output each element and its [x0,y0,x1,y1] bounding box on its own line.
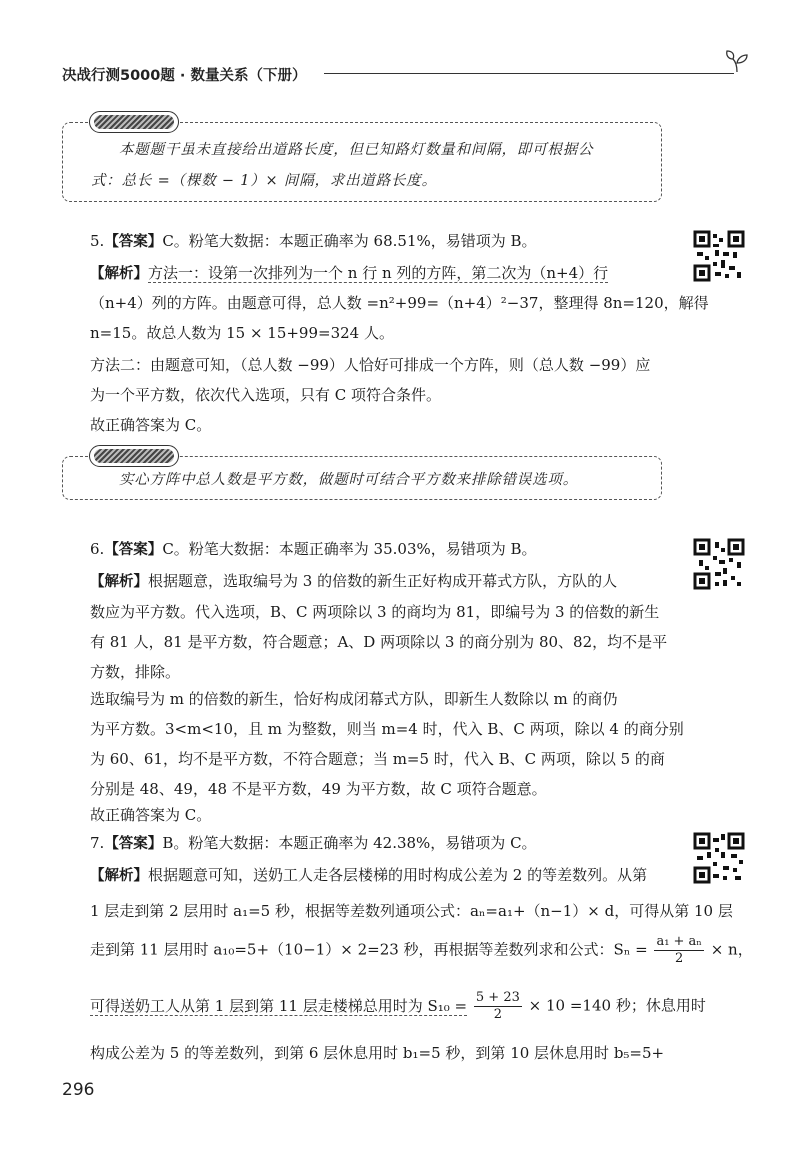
q6-analysis-line-3: 有 81 人，81 是平方数，符合题意；A、D 两项除以 3 的商分别为 80、82，均不是平 [90,633,668,651]
q6-para2-line-3: 为 60、61，均不是平方数，不符合题意；当 m=5 时，代入 B、C 两项，除以 5 的商 [90,750,665,768]
q7-line5: 构成公差为 5 的等差数列，到第 6 层休息用时 b₁=5 秒，到第 10 层休息用时 b₅=5+ [90,1044,665,1062]
page-number: 296 [62,1080,95,1100]
tip-text-1: 本题题干虽未直接给出道路长度，但已知路灯数量和间隔，即可根据公 式：总长 =（棵数 − 1）× 间隔，求出道路长度。 [91,142,594,189]
q6-number: 6. [90,540,105,558]
q6-para2-line-1: 选取编号为 m 的倍数的新生，恰好构成闭幕式方队，即新生人数除以 m 的商仍 [90,690,618,708]
qr-code-q7[interactable] [693,832,745,884]
q7-line4 [90,990,706,1023]
qr-code-q6[interactable] [693,538,745,590]
header-rule [324,73,734,74]
q7-answer-text: B。粉笔大数据：本题正确率为 42.38%，易错项为 C。 [162,834,537,852]
q5-number: 5. [90,232,105,250]
total-time-denominator: 2 [493,1007,503,1022]
q6-answer-text: C。粉笔大数据：本题正确率为 35.03%，易错项为 B。 [162,540,537,558]
sum-formula-numerator: a₁ + aₙ [656,934,702,949]
q6-para2-line-4: 分别是 48、49，48 不是平方数，49 为平方数，故 C 项符合题意。 [90,780,547,798]
q6-analysis-line-1: 根据题意，选取编号为 3 的倍数的新生正好构成开幕式方队，方队的人 [148,572,618,590]
q5-method1-line-3: n=15。故总人数为 15 × 15+99=324 人。 [90,324,394,342]
tip-box-2 [62,456,662,500]
q5-conclusion: 故正确答案为 C。 [90,416,212,434]
q6-analysis-label: 【解析】 [90,574,148,590]
q6-para2-line-2: 为平方数。3<m<10，且 m 为整数，则当 m=4 时，代入 B、C 两项，除以 4 的商分别 [90,720,684,738]
q5-method1-line-1: 方法一：设第一次排列为一个 n 行 n 列的方阵，第二次为（n+4）行 [148,264,609,282]
sprout-icon [724,48,750,74]
q7-number: 7. [90,834,105,852]
book-title: 决战行测5000题 · 数量关系（下册） [62,68,307,84]
tip-badge-icon [89,445,179,467]
sum-formula-denominator: 2 [675,951,684,966]
q5-method1-rest [90,288,709,348]
tip-text-2: 实心方阵中总人数是平方数，做题时可结合平方数来排除错误选项。 [119,472,578,488]
q7-line3 [90,934,753,967]
q5-method1-line-2: （n+4）列的方阵。由题意可得，总人数 =n²+99=（n+4）²−37，整理得 8n=120，解得 [90,294,709,312]
q7-answer-label: 【答案】 [104,836,163,852]
q7-answer [90,828,665,859]
total-time-fraction [474,990,522,1023]
q6-para2 [90,684,684,804]
q7-line4-text: 可得送奶工人从第 1 层到第 11 层走楼梯总用时为 S₁₀ = [90,996,468,1015]
sum-formula-fraction [654,934,704,967]
tip-badge-icon [89,111,179,133]
total-time-numerator: 5 + 23 [475,990,520,1005]
q5-method2-line-2: 为一个平方数，依次代入选项，只有 C 项符合条件。 [90,386,442,404]
q6-analysis-line-2: 数应为平方数。代入选项，B、C 两项除以 3 的商均为 81，即编号为 3 的倍数的新生 [90,603,660,621]
q5-method1 [90,258,665,289]
tip-box-1 [62,122,662,202]
q6-analysis [90,566,668,687]
q5-method2 [90,350,665,410]
q5-answer-label: 【答案】 [104,234,163,250]
q5-answer-text: C。粉笔大数据：本题正确率为 68.51%，易错项为 B。 [162,232,537,250]
q5-method2-line-1: 方法二：由题意可知，（总人数 −99）人恰好可排成一个方阵，则（总人数 −99）应 [90,356,651,374]
q6-conclusion: 故正确答案为 C。 [90,806,212,824]
qr-code-q5[interactable] [693,230,745,282]
q7-analysis-label: 【解析】 [90,868,148,884]
q5-analysis-label: 【解析】 [90,266,148,282]
q7-analysis [90,860,665,891]
q7-line2: 1 层走到第 2 层用时 a₁=5 秒，根据等差数列通项公式：aₙ=a₁+（n−1）× d，可得从第 10 层 [90,902,733,920]
q6-answer [90,534,665,565]
page-header [62,62,750,86]
q7-line4-tail: × 10 =140 秒；休息用时 [528,996,706,1015]
q5-answer [90,226,665,257]
q6-answer-label: 【答案】 [104,542,163,558]
q6-analysis-line-4: 方数，排除。 [90,663,181,681]
q7-analysis-line-1: 根据题意可知，送奶工人走各层楼梯的用时构成公差为 2 的等差数列。从第 [148,866,648,884]
q7-line3-tail: × n， [710,940,753,959]
q7-line3-text: 走到第 11 层用时 a₁₀=5+（10−1）× 2=23 秒，再根据等差数列求和公式：Sₙ = [90,940,648,959]
